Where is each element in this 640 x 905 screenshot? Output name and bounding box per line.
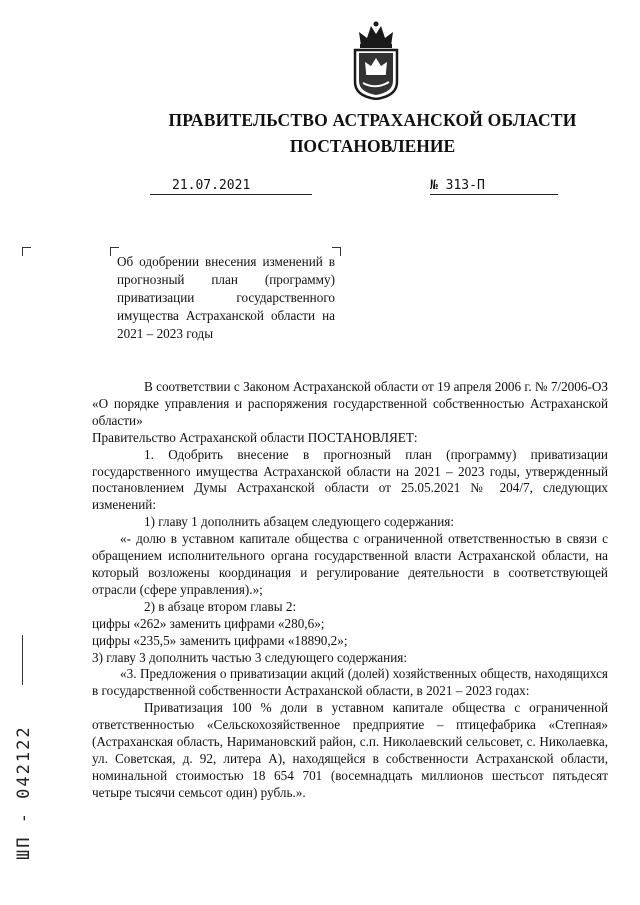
- document-type: ПОСТАНОВЛЕНИЕ: [289, 136, 456, 156]
- privatization-paragraph: Приватизация 100 % доли в уставном капитале общества с ограниченной ответственностью «Сельскохозяйственное предприятие – птицефабрика «Степная» (Астраханская область, Наримановский район, с.п. Николаевский сельсовет, с. Николаевка, ул. Советская, д. 92, литера А), находящейся в собственности Астраханской области, номинальной стоимостью 18 654 701 (восемнадцать миллионов шестьсот пятьдесят четыре тысячи семьсот один) рубль.».: [92, 700, 608, 800]
- margin-rule: [22, 635, 23, 685]
- side-serial-mark: [14, 725, 38, 860]
- part-3-heading: «3. Предложения о приватизации акций (долей) хозяйственных обществ, находящихся в государственной собственности Астраханской области, в 2021 – 2023 годах:: [92, 666, 608, 699]
- subitem-1-paragraph: 1) главу 1 дополнить абзацем следующего содержания:: [144, 514, 455, 530]
- document-date: 21.07.2021: [150, 178, 312, 195]
- document-subject: Об одобрении внесения изменений в прогнозный план (программу) приватизации государственного имущества Астраханской области на 2021 – 2023 годы: [117, 254, 335, 341]
- resolution-paragraph: Правительство Астраханской области ПОСТАНОВЛЯЕТ:: [92, 429, 418, 445]
- subitem-3-paragraph: 3) главу 3 дополнить частью 3 следующего содержания:: [92, 649, 407, 665]
- preamble-paragraph: В соответствии с Законом Астраханской области от 19 апреля 2006 г. № 7/2006-ОЗ «О порядке управления и распоряжения государственной собственностью Астраханской области»: [92, 379, 608, 428]
- margin-corner-mark: [22, 247, 31, 256]
- document-number: № 313-П: [430, 178, 558, 195]
- subitem-2-paragraph: 2) в абзаце втором главы 2:: [144, 598, 297, 614]
- item-1-paragraph: 1. Одобрить внесение в прогнозный план (программу) приватизации государственного имущества Астраханской области на 2021 – 2023 годы, утвержденный постановлением Думы Астраханской области от 25.05.2021 № 204/7, следующих изменений:: [92, 446, 608, 513]
- subitem-2-change-b: цифры «235,5» заменить цифрами «18890,2»;: [92, 632, 348, 648]
- subitem-2-change-a: цифры «262» заменить цифрами «280,6»;: [92, 615, 325, 631]
- coat-of-arms-emblem: [345, 20, 407, 100]
- document-body: [92, 379, 608, 802]
- government-title: ПРАВИТЕЛЬСТВО АСТРАХАНСКОЙ ОБЛАСТИ: [168, 110, 577, 130]
- subitem-1-text: «- долю в уставном капитале общества с ограниченной ответственностью в связи с обращением исполнительного органа государственной власти Астраханской области, на который возложены координация и регулирование деятельности в соответствующей отрасли (сфере управления).»;: [92, 531, 608, 597]
- side-serial-text: ШП - 042122: [14, 725, 34, 860]
